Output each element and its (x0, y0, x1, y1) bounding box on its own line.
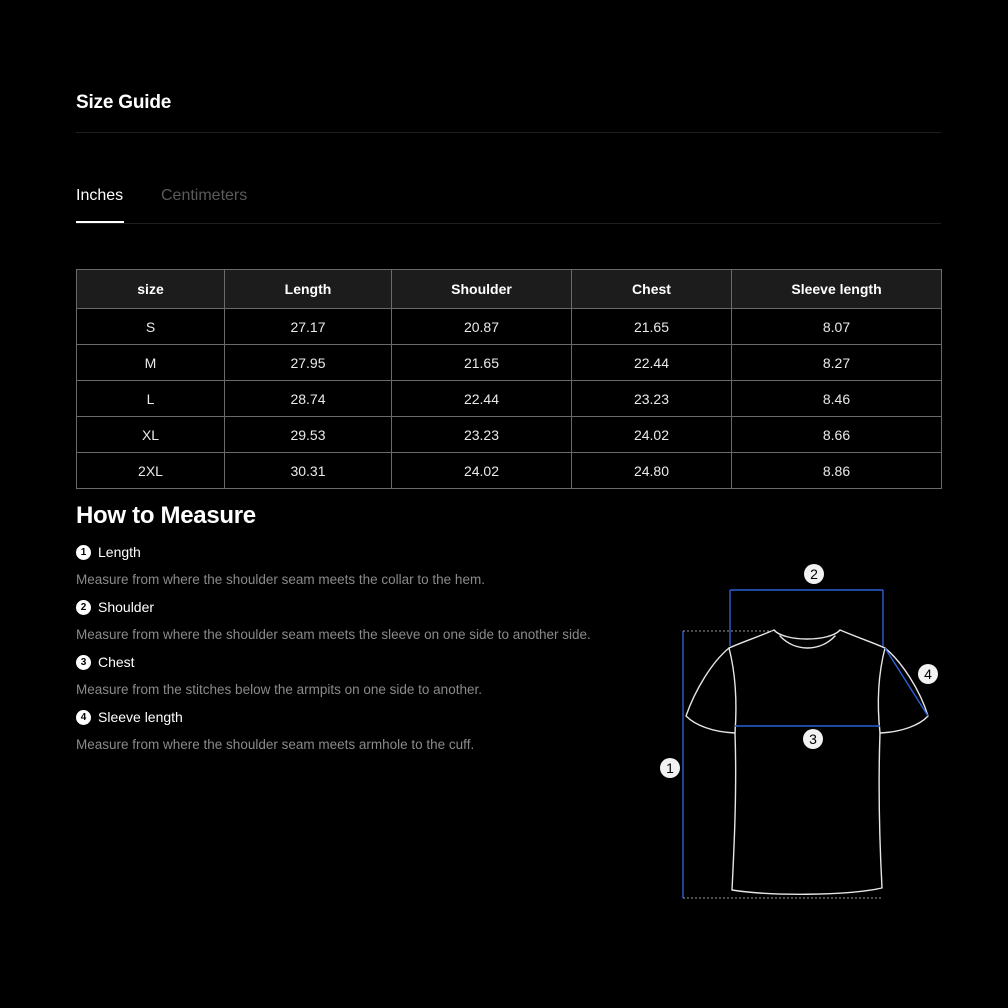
title-divider (76, 132, 941, 133)
header-size: size (77, 270, 225, 309)
cell-shoulder: 22.44 (392, 381, 572, 417)
header-length: Length (225, 270, 392, 309)
tab-inches[interactable]: Inches (76, 187, 124, 204)
number-2-badge-icon: 2 (76, 600, 91, 615)
measure-item-sleeve-length (76, 709, 183, 725)
how-to-measure-heading: How to Measure (76, 502, 256, 529)
measure-item-title: Length (98, 544, 141, 560)
tshirt-outline-icon (686, 630, 928, 894)
cell-size: 2XL (77, 453, 225, 489)
cell-length: 28.74 (225, 381, 392, 417)
measure-item-desc: Measure from where the shoulder seam meets the sleeve on one side to another side. (76, 627, 591, 642)
table-header-row (77, 270, 942, 309)
cell-chest: 24.80 (572, 453, 732, 489)
measure-item-chest (76, 654, 135, 670)
cell-size: L (77, 381, 225, 417)
cell-sleeve-length: 8.66 (732, 417, 942, 453)
cell-length: 27.17 (225, 309, 392, 345)
header-sleeve-length: Sleeve length (732, 270, 942, 309)
cell-shoulder: 24.02 (392, 453, 572, 489)
table-row (77, 309, 942, 345)
cell-length: 29.53 (225, 417, 392, 453)
svg-text:3: 3 (809, 731, 817, 747)
measure-item-desc: Measure from where the shoulder seam meets the collar to the hem. (76, 572, 485, 587)
header-shoulder: Shoulder (392, 270, 572, 309)
number-4-badge-icon: 4 (76, 710, 91, 725)
table-row (77, 417, 942, 453)
cell-shoulder: 21.65 (392, 345, 572, 381)
page-title: Size Guide (76, 92, 172, 113)
table-row (77, 345, 942, 381)
cell-length: 27.95 (225, 345, 392, 381)
cell-shoulder: 23.23 (392, 417, 572, 453)
svg-text:2: 2 (810, 566, 818, 582)
measure-item-shoulder (76, 599, 154, 615)
sleeve-line (885, 648, 928, 716)
cell-sleeve-length: 8.46 (732, 381, 942, 417)
tshirt-measurement-diagram (640, 550, 950, 910)
cell-size: S (77, 309, 225, 345)
size-table (76, 269, 942, 489)
svg-text:4: 4 (924, 666, 932, 682)
number-3-badge-icon: 3 (76, 655, 91, 670)
cell-length: 30.31 (225, 453, 392, 489)
cell-size: XL (77, 417, 225, 453)
cell-shoulder: 20.87 (392, 309, 572, 345)
table-row (77, 453, 942, 489)
measure-item-length (76, 544, 141, 560)
cell-sleeve-length: 8.27 (732, 345, 942, 381)
marker-3 (803, 729, 823, 749)
measure-item-title: Chest (98, 654, 135, 670)
table-row (77, 381, 942, 417)
measure-item-title: Sleeve length (98, 709, 183, 725)
number-1-badge-icon: 1 (76, 545, 91, 560)
tab-centimeters[interactable]: Centimeters (161, 187, 248, 204)
header-chest: Chest (572, 270, 732, 309)
marker-2 (804, 564, 824, 584)
cell-chest: 23.23 (572, 381, 732, 417)
cell-chest: 24.02 (572, 417, 732, 453)
measure-item-title: Shoulder (98, 599, 155, 615)
active-tab-indicator (76, 221, 124, 223)
marker-1 (660, 758, 680, 778)
tabs-divider (76, 223, 941, 224)
svg-text:1: 1 (666, 760, 674, 776)
marker-4 (918, 664, 938, 684)
cell-sleeve-length: 8.07 (732, 309, 942, 345)
cell-sleeve-length: 8.86 (732, 453, 942, 489)
measure-item-desc: Measure from the stitches below the armpits on one side to another. (76, 682, 482, 697)
measure-item-desc: Measure from where the shoulder seam meets armhole to the cuff. (76, 737, 475, 752)
cell-size: M (77, 345, 225, 381)
cell-chest: 21.65 (572, 309, 732, 345)
cell-chest: 22.44 (572, 345, 732, 381)
